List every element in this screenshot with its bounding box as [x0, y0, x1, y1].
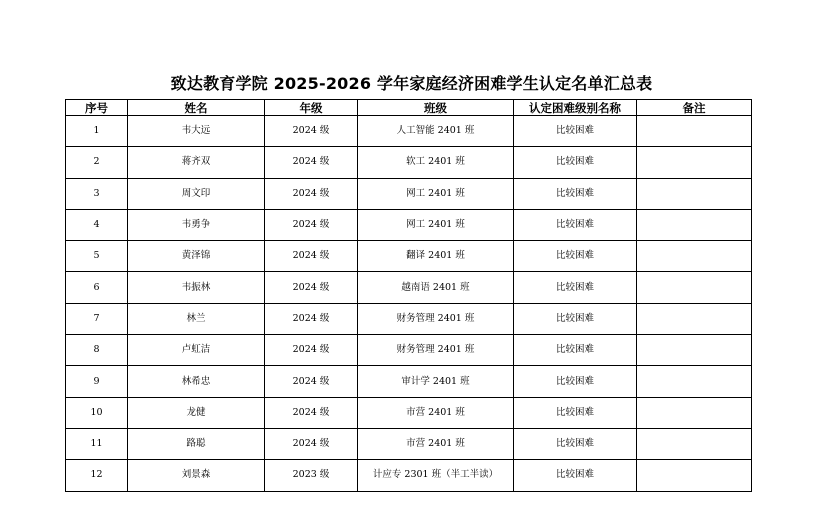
cell-note	[637, 241, 752, 272]
table-row	[66, 272, 752, 303]
table-row	[66, 209, 752, 240]
cell-grade: 2024 级	[265, 178, 358, 209]
cell-level: 比较困难	[514, 428, 637, 459]
cell-class: 审计学 2401 班	[358, 366, 514, 397]
cell-grade: 2024 级	[265, 303, 358, 334]
cell-grade: 2023 级	[265, 460, 358, 491]
cell-no: 4	[66, 209, 128, 240]
cell-no: 12	[66, 460, 128, 491]
cell-name: 蒋齐双	[128, 147, 265, 178]
cell-level: 比较困难	[514, 116, 637, 147]
cell-name: 周文印	[128, 178, 265, 209]
cell-no: 9	[66, 366, 128, 397]
cell-note	[637, 147, 752, 178]
cell-note	[637, 428, 752, 459]
header-no: 序号	[66, 100, 128, 116]
cell-class: 越南语 2401 班	[358, 272, 514, 303]
cell-name: 林希忠	[128, 366, 265, 397]
cell-class: 财务管理 2401 班	[358, 335, 514, 366]
cell-note	[637, 460, 752, 491]
cell-no: 10	[66, 397, 128, 428]
cell-no: 1	[66, 116, 128, 147]
cell-note	[637, 178, 752, 209]
header-class: 班级	[358, 100, 514, 116]
table-row	[66, 303, 752, 334]
header-name: 姓名	[128, 100, 265, 116]
cell-grade: 2024 级	[265, 209, 358, 240]
cell-no: 11	[66, 428, 128, 459]
cell-level: 比较困难	[514, 178, 637, 209]
cell-class: 网工 2401 班	[358, 209, 514, 240]
cell-note	[637, 397, 752, 428]
cell-name: 黄泽锦	[128, 241, 265, 272]
cell-grade: 2024 级	[265, 116, 358, 147]
cell-level: 比较困难	[514, 241, 637, 272]
table-row	[66, 428, 752, 459]
cell-level: 比较困难	[514, 335, 637, 366]
cell-class: 市营 2401 班	[358, 397, 514, 428]
header-row	[66, 100, 752, 116]
cell-no: 6	[66, 272, 128, 303]
cell-no: 5	[66, 241, 128, 272]
table-row	[66, 460, 752, 491]
cell-grade: 2024 级	[265, 335, 358, 366]
cell-no: 7	[66, 303, 128, 334]
cell-no: 3	[66, 178, 128, 209]
cell-level: 比较困难	[514, 272, 637, 303]
cell-grade: 2024 级	[265, 397, 358, 428]
cell-no: 2	[66, 147, 128, 178]
cell-class: 软工 2401 班	[358, 147, 514, 178]
cell-level: 比较困难	[514, 366, 637, 397]
cell-grade: 2024 级	[265, 147, 358, 178]
table-row	[66, 335, 752, 366]
cell-note	[637, 366, 752, 397]
student-list-table	[65, 99, 752, 492]
cell-class: 人工智能 2401 班	[358, 116, 514, 147]
cell-grade: 2024 级	[265, 272, 358, 303]
cell-class: 翻译 2401 班	[358, 241, 514, 272]
table-row	[66, 147, 752, 178]
cell-class: 计应专 2301 班（半工半读）	[358, 460, 514, 491]
cell-class: 财务管理 2401 班	[358, 303, 514, 334]
cell-no: 8	[66, 335, 128, 366]
cell-level: 比较困难	[514, 460, 637, 491]
cell-name: 韦大远	[128, 116, 265, 147]
cell-class: 市营 2401 班	[358, 428, 514, 459]
cell-name: 卢虹洁	[128, 335, 265, 366]
cell-note	[637, 303, 752, 334]
cell-note	[637, 272, 752, 303]
cell-name: 韦振林	[128, 272, 265, 303]
cell-grade: 2024 级	[265, 428, 358, 459]
table-body	[66, 116, 752, 492]
cell-grade: 2024 级	[265, 366, 358, 397]
cell-name: 路聪	[128, 428, 265, 459]
cell-level: 比较困难	[514, 147, 637, 178]
table-row	[66, 241, 752, 272]
cell-level: 比较困难	[514, 397, 637, 428]
cell-name: 林兰	[128, 303, 265, 334]
cell-level: 比较困难	[514, 303, 637, 334]
header-note: 备注	[637, 100, 752, 116]
table-row	[66, 116, 752, 147]
table-row	[66, 397, 752, 428]
cell-note	[637, 335, 752, 366]
cell-note	[637, 116, 752, 147]
table-row	[66, 178, 752, 209]
header-level: 认定困难级别名称	[514, 100, 637, 116]
document-title: 致达教育学院 2025-2026 学年家庭经济困难学生认定名单汇总表	[170, 74, 653, 93]
cell-note	[637, 209, 752, 240]
table-header	[66, 100, 752, 116]
cell-name: 龙健	[128, 397, 265, 428]
header-grade: 年级	[265, 100, 358, 116]
cell-name: 韦勇争	[128, 209, 265, 240]
cell-class: 网工 2401 班	[358, 178, 514, 209]
cell-name: 刘景森	[128, 460, 265, 491]
table-row	[66, 366, 752, 397]
cell-level: 比较困难	[514, 209, 637, 240]
cell-grade: 2024 级	[265, 241, 358, 272]
